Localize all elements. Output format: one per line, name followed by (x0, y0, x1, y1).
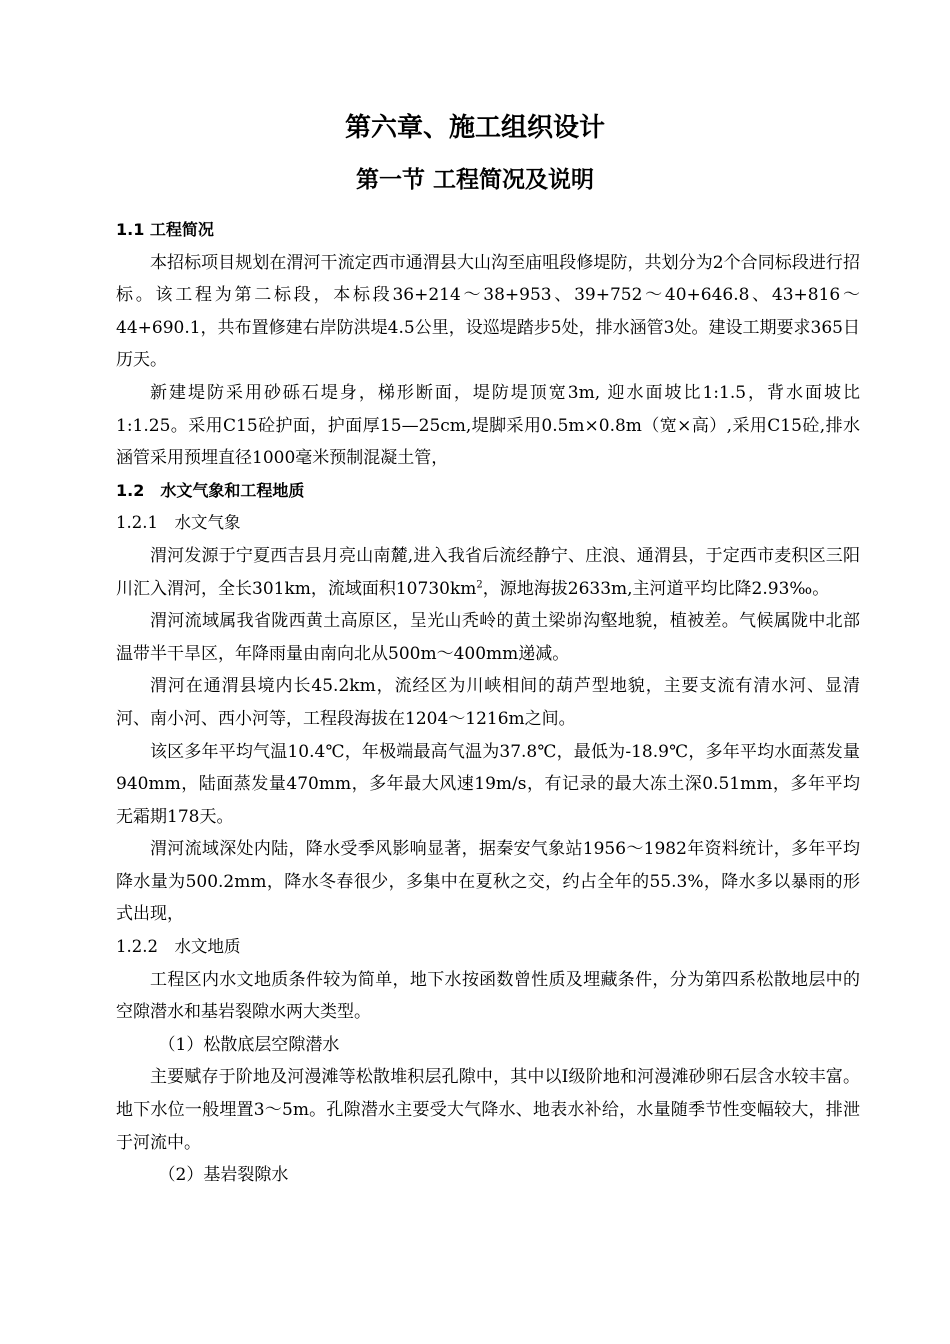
heading-1-1: 1.1 工程简况 (116, 220, 214, 239)
superscript-2: 2 (476, 578, 483, 590)
list-item-fissure-water: （2）基岩裂隙水 (158, 1165, 289, 1186)
list-item-pore-water: （1）松散底层空隙潜水 (158, 1034, 340, 1055)
river-origin-text: 渭河发源于宁夏西吉县月亮山南麓,进入我省后流经静宁、庄浪、通渭县，于定西市麦积区三阳川汇入渭河，全长301km，流域面积10730km (116, 545, 860, 599)
paragraph-project-overview: 本招标项目规划在渭河干流定西市通渭县大山沟至庙咀段修堤防，共划分为2个合同标段进行招标。该工程为第二标段，本标段36+214～38+953、39+752～40+646.8、43+816～44+690.1，共布置修建右岸防洪堤4.5公里，设巡堤踏步5处，排水涵管3处。建设工期要求365日历天。 (116, 252, 860, 371)
document-body (116, 214, 860, 1192)
paragraph-climate: 该区多年平均气温10.4℃，年极端最高气温为37.8℃，最低为-18.9℃，多年平均水面蒸发量940mm，陆面蒸发量470mm，多年最大风速19m/s，有记录的最大冻土深0.51mm，多年平均无霜期178天。 (116, 741, 860, 827)
paragraph-pore-water: 主要赋存于阶地及河漫滩等松散堆积层孔隙中，其中以Ⅰ级阶地和河漫滩砂卵石层含水较丰富。地下水位一般埋置3～5m。孔隙潜水主要受大气降水、地表水补给，水量随季节性变幅较大，排泄于河流中。 (116, 1067, 860, 1153)
paragraph-precipitation: 渭河流域深处内陆，降水受季风影响显著，据秦安气象站1956～1982年资料统计，多年平均降水量为500.2mm，降水冬春很少，多集中在夏秋之交，约占全年的55.3%，降水多以暴雨的形式出现， (116, 839, 860, 925)
river-origin-text-end: ，源地海拔2633m,主河道平均比降2.93‰。 (482, 578, 830, 599)
paragraph-hydrogeology: 工程区内水文地质条件较为简单，地下水按函数曾性质及埋藏条件，分为第四系松散地层中的空隙潜水和基岩裂隙水两大类型。 (116, 969, 860, 1023)
paragraph-county-section: 渭河在通渭县境内长45.2km，流经区为川峡相间的葫芦型地貌，主要支流有清水河、显清河、南小河、西小河等，工程段海拔在1204～1216m之间。 (116, 676, 860, 729)
paragraph-river-origin (116, 540, 860, 605)
paragraph-embankment-design: 新建堤防采用砂砾石堤身，梯形断面，堤防堤顶宽3m, 迎水面坡比1:1.5，背水面坡比1:1.25。采用C15砼护面，护面厚15—25cm,堤脚采用0.5m×0.8m（宽×高）,采用C15砼,排水涵管采用预埋直径1000毫米预制混凝土管， (116, 382, 860, 469)
heading-1-2: 1.2 水文气象和工程地质 (116, 480, 305, 500)
heading-1-2-2: 1.2.2 水文地质 (116, 937, 241, 957)
chapter-title: 第六章、施工组织设计 (344, 113, 605, 143)
heading-1-2-1: 1.2.1 水文气象 (116, 513, 241, 533)
section-title: 第一节 工程简况及说明 (355, 167, 594, 193)
paragraph-basin-landform: 渭河流域属我省陇西黄土高原区，呈光山秃岭的黄土梁峁沟壑地貌，植被差。气候属陇中北部温带半干旱区，年降雨量由南向北从500m～400mm递减。 (116, 611, 860, 664)
